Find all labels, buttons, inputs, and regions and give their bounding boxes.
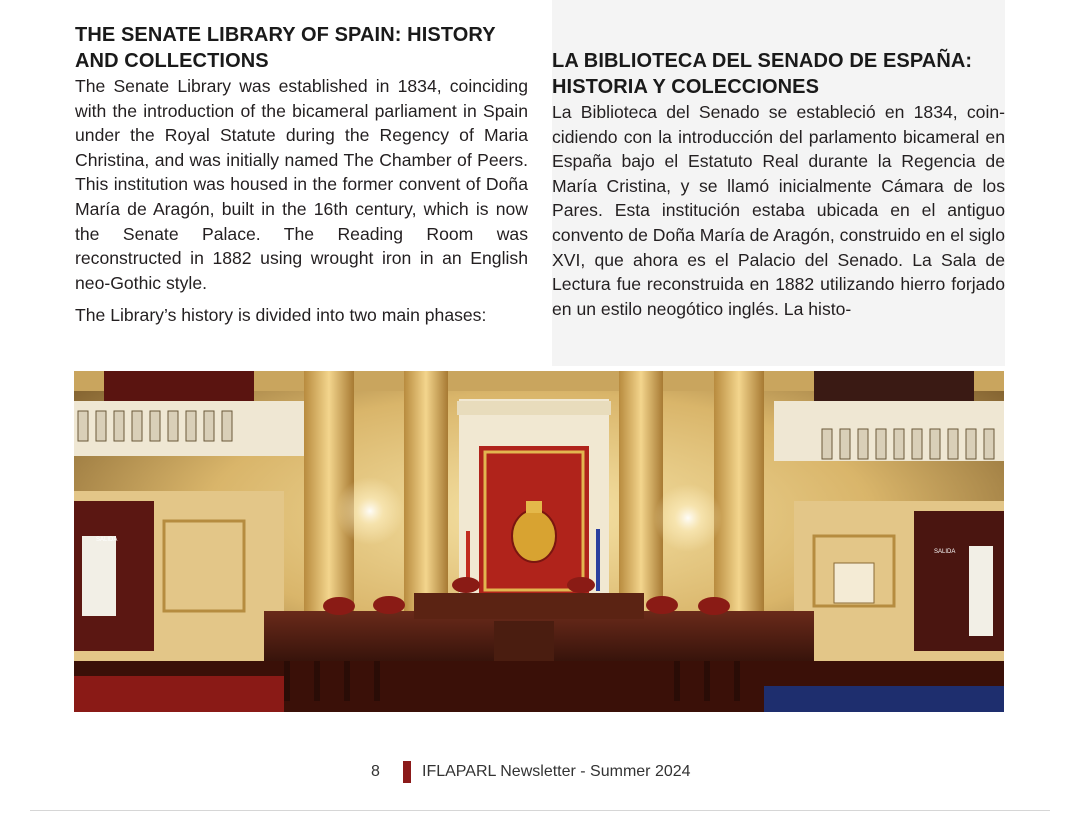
bottom-divider [30,810,1050,811]
spanish-article-title: LA BIBLIOTECA DEL SENADO DE ESPAÑA: HISTORIA Y COLECCIONES [552,50,973,98]
senate-chamber-photo [74,371,1004,712]
english-paragraph-2: The Library’s history is divided into two main phases: [75,305,487,326]
exit-sign-right: SALIDA [934,549,956,555]
page-footer [0,760,1080,788]
page-number: 8 [371,763,380,780]
english-article [75,22,528,328]
english-paragraph-1: The Senate Library was established in 1834, coinciding with the introduction of the bicameral parliament in Spain under the Royal Statute during the Regency of Maria Christina, and was initially named The Chamber of Peers. This institution was housed in the former convent of Doña María de Aragón, built in the 16th century, which is now the Senate Palace. The Reading Room was reconstructed in 1882 using wrought iron in an English neo-Gothic style. [75,76,528,293]
newsletter-name: IFLAPARL Newsletter - Summer 2024 [422,763,691,780]
spanish-paragraph-1: La Biblioteca del Senado se estableció en 1834, coincidiendo con la introducción del parlamento bicameral en España bajo el Estatuto Real durante la Regencia de María Cristina, y se llamó inicialmente Cámara de los Pares. Esta institución estaba ubicada en el antiguo convento de Doña María de Aragón, construido en el siglo XVI, que ahora es el Palacio del Senado. La Sala de Lectura fue reconstruida en 1882 utilizando hierro forjado en un estilo neogótico inglés. La histo- [552,102,1005,319]
english-article-title: THE SENATE LIBRARY OF SPAIN: HISTORY AND COLLECTIONS [75,24,496,72]
footer-accent-bar [403,761,411,783]
exit-sign-left: SALIDA [96,537,118,543]
spanish-article [552,48,1005,321]
